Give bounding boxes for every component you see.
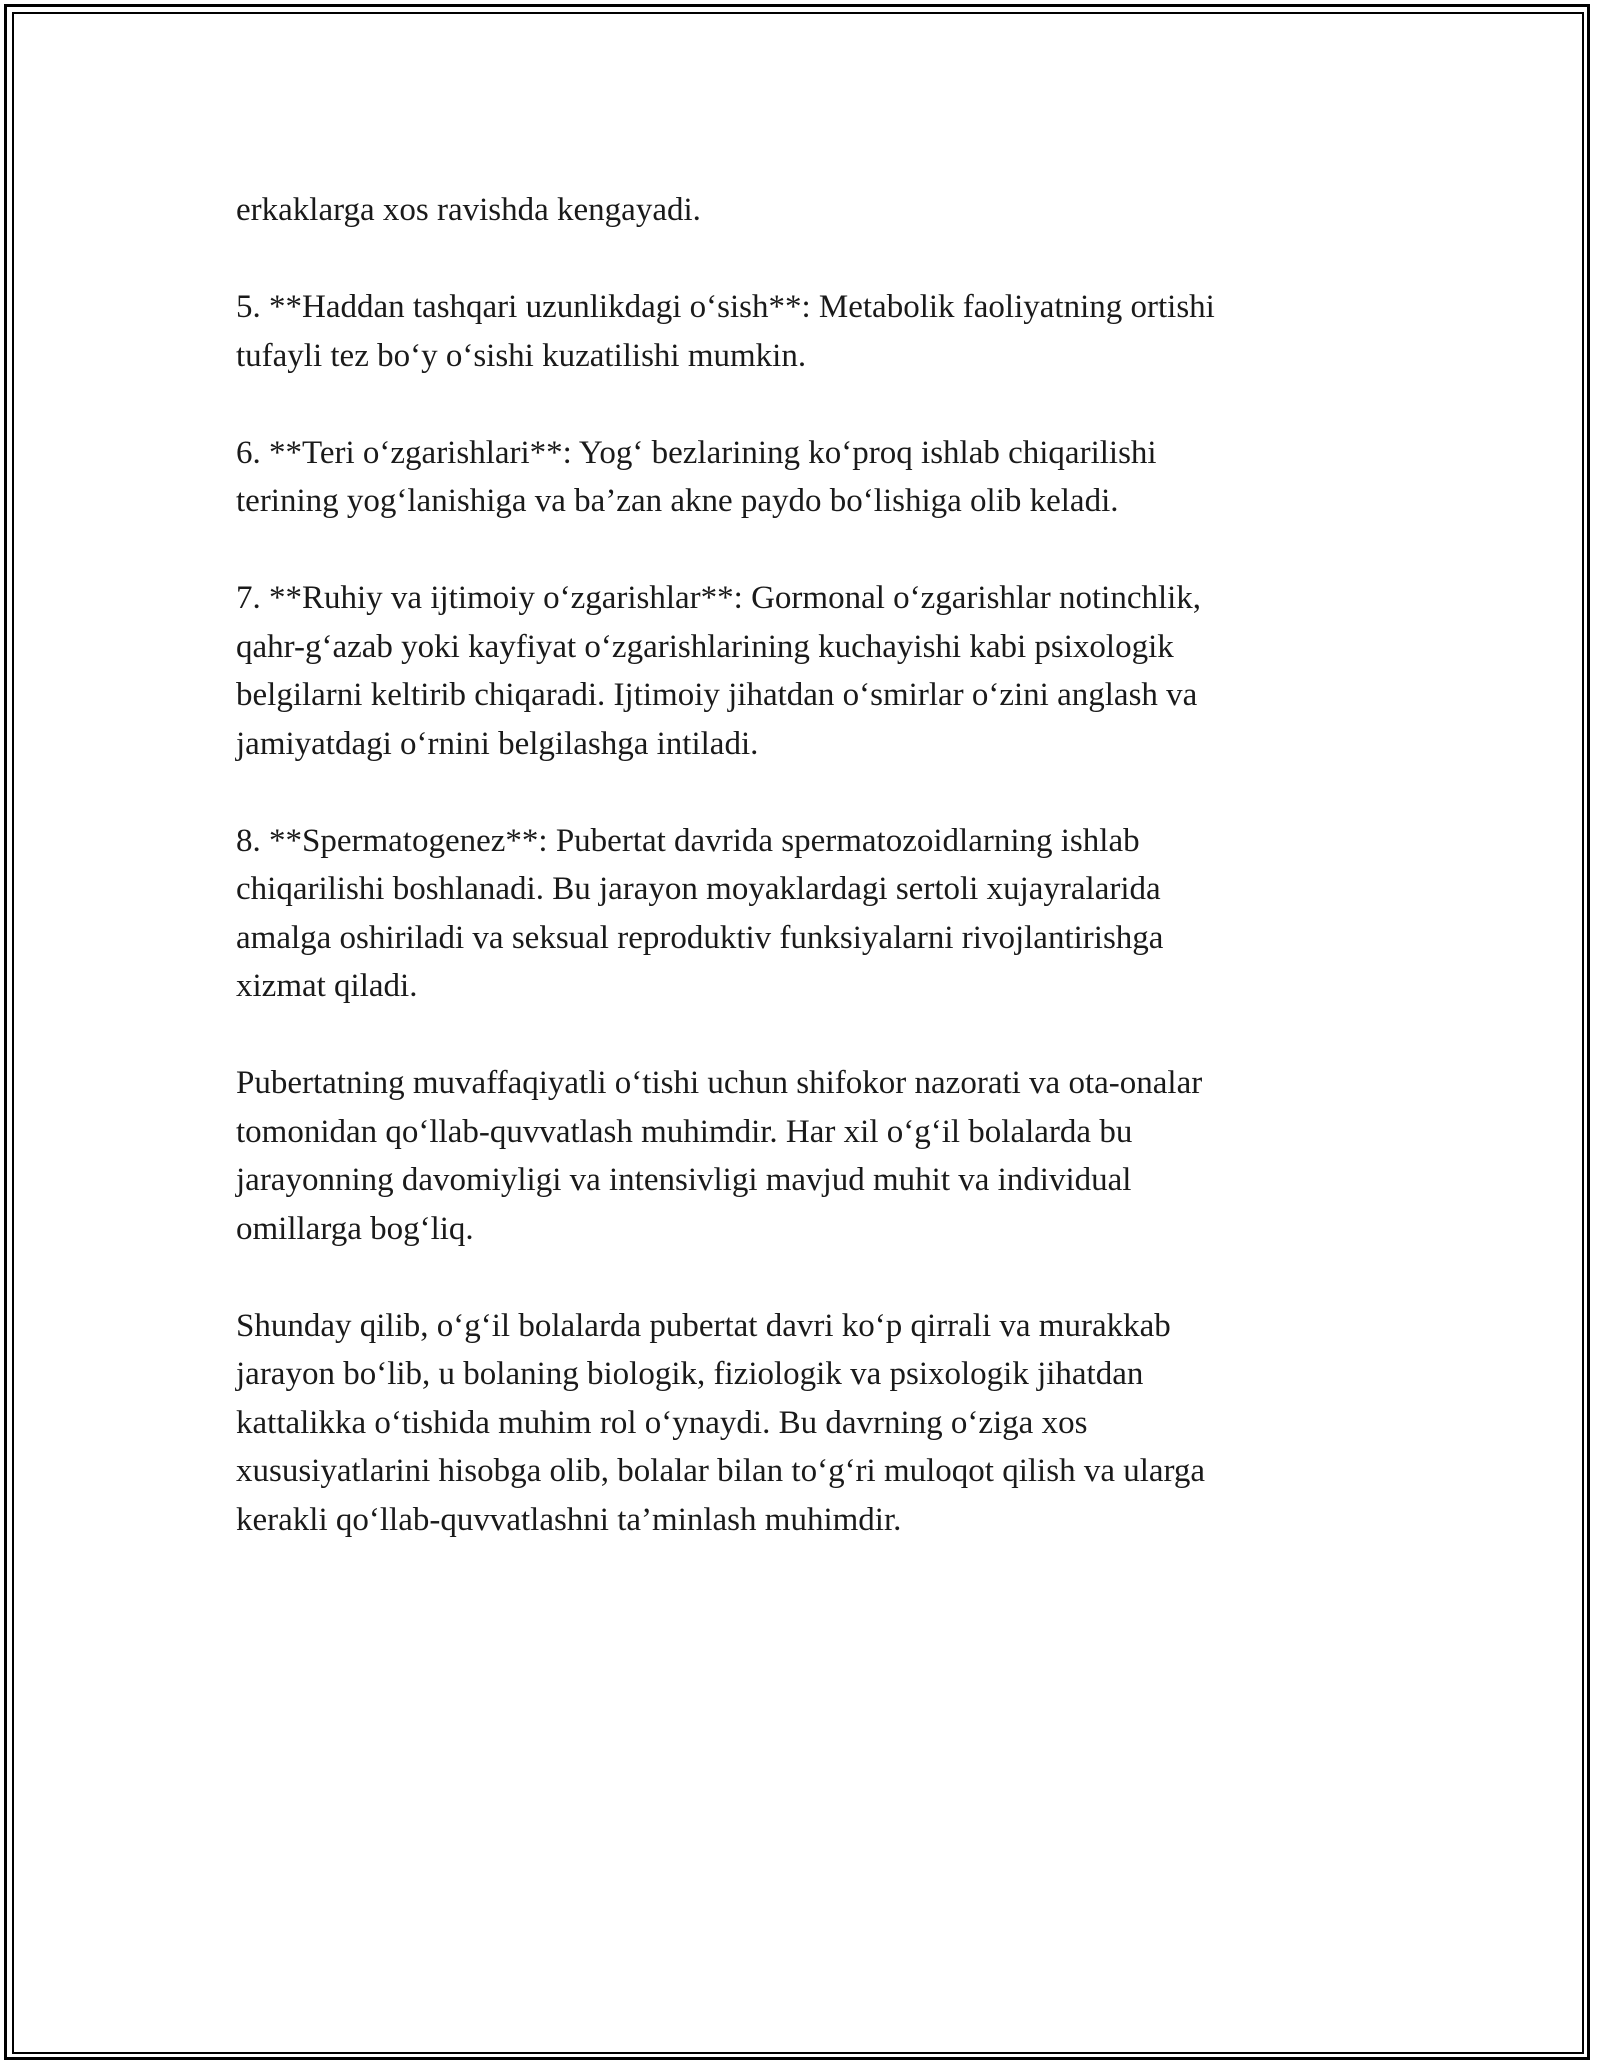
list-item-5: 5. **Haddan tashqari uzunlikdagi o‘sish**: Metabolik faoliyatning ortishi tufayli tez bo‘y o‘sishi kuzatilishi mumkin. bbox=[236, 289, 1215, 374]
paragraph-continuation: erkaklarga xos ravishda kengayadi. bbox=[236, 192, 701, 228]
document-body bbox=[236, 186, 1356, 1544]
list-item-7: 7. **Ruhiy va ijtimoiy o‘zgarishlar**: Gormonal o‘zgarishlar notinchlik, qahr-g‘azab yoki kayfiyat o‘zgarishlarining kuchayishi kabi psixologik belgilarni keltirib chiqaradi. Ijtimoiy jihatdan o‘smirlar o‘zini anglash va jamiyatdagi o‘rnini belgilashga intiladi. bbox=[236, 580, 1202, 762]
paragraph-conclusion: Shunday qilib, o‘g‘il bolalarda pubertat davri ko‘p qirrali va murakkab jarayon bo‘lib, u bolaning biologik, fiziologik va psixologik jihatdan kattalikka o‘tishida muhim rol o‘ynaydi. Bu davrning o‘ziga xos xususiyatlarini hisobga olib, bolalar bilan to‘g‘ri muloqot qilish va ularga kerakli qo‘llab-quvvatlashni ta’minlash muhimdir. bbox=[236, 1307, 1206, 1538]
list-item-8: 8. **Spermatogenez**: Pubertat davrida spermatozoidlarning ishlab chiqarilishi boshlanadi. Bu jarayon moyaklardagi sertoli xujayralarida amalga oshiriladi va seksual reproduktiv funksiyalarni rivojlantirishga xizmat qiladi. bbox=[236, 822, 1164, 1004]
paragraph-summary: Pubertatning muvaffaqiyatli o‘tishi uchun shifokor nazorati va ota-onalar tomonidan qo‘llab-quvvatlash muhimdir. Har xil o‘g‘il bolalarda bu jarayonning davomiyligi va intensivligi mavjud muhit va individual omillarga bog‘liq. bbox=[236, 1065, 1203, 1247]
list-item-6: 6. **Teri o‘zgarishlari**: Yog‘ bezlarining ko‘proq ishlab chiqarilishi terining yog‘lanishiga va ba’zan akne paydo bo‘lishiga olib keladi. bbox=[236, 434, 1157, 519]
